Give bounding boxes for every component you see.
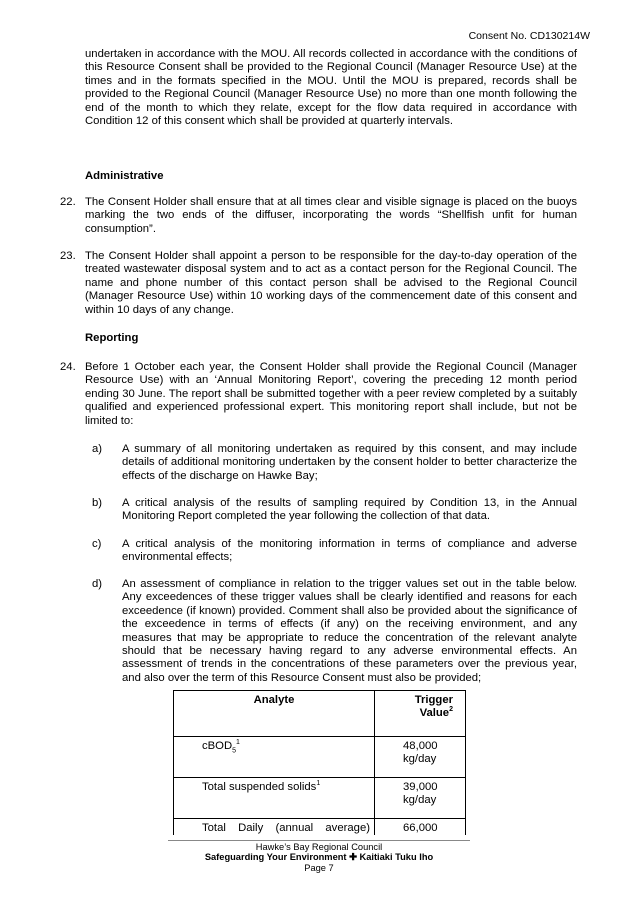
header-analyte: Analyte [174,691,375,737]
trigger-value-cell [375,778,466,819]
subitem-text-b: A critical analysis of the results of sampling required by Condition 13, in the Annual Monitoring Report completed the year following the collection of that data. [122,497,577,523]
section-heading-administrative: Administrative [85,170,164,182]
trigger-unit: kg/day [403,753,437,766]
table-row [174,819,466,836]
table-row [174,737,466,778]
subitem-label-c: c) [92,538,102,550]
analyte-subscript: 5 [232,747,237,755]
section-heading-reporting: Reporting [85,332,139,344]
trigger-value-cell [375,819,466,836]
subitem-text-c: A critical analysis of the monitoring information in terms of compliance and adverse environmental effects; [122,538,577,564]
condition-text-23: The Consent Holder shall appoint a person to be responsible for the day-to-day operation of the treated wastewater disposal system and to act as a contact person for the Regional Council. The name and phone number of this contact person shall be advised to the Regional Council (Manager Resource Use) within 10 working days of the commencement date of this consent and within 10 days of any change. [85,250,577,316]
subitem-text-d: An assessment of compliance in relation to the trigger values set out in the table below. Any exceedences of these trigger values shall be clearly identified and reasons for each exceedence (if known) provided. Comment shall also be provided about the significance of the exceedence in terms of effects (if any) on the receiving environment, and any measures that may be appropriate to reduce the concentration of the relevant analyte should that be necessary having regard to any adverse environmental effects. An assessment of trends in the concentrations of these parameters over the previous year, and also over the term of this Resource Consent must also be provided; [122,578,577,684]
header-trigger-line2: Value [419,707,450,720]
subitem-label-a: a) [92,443,103,455]
analyte-name: cBOD [202,740,233,752]
trigger-value: 39,000 [403,781,438,793]
header-trigger-line1: Trigger [414,694,453,706]
condition-number-23: 23. [60,250,76,262]
analyte-footnote: 1 [236,739,240,747]
trigger-value-cell [375,737,466,778]
analyte-cell [174,819,375,836]
analyte-cell [174,737,375,778]
intro-paragraph: undertaken in accordance with the MOU. All records collected in accordance with the conditions of this Resource Consent shall be provided to the Regional Council (Manager Resource Use) at the times and in the formats specified in the MOU. Until the MOU is prepared, records shall be provided to the Regional Council (Manager Resource Use) no more than one month following the end of the month to which they relate, except for the flow data required in accordance with Condition 12 of this consent which shall be provided at quarterly intervals. [85,48,577,128]
footer-tagline: Safeguarding Your Environment ✚ Kaitiaki Tuku Iho [204,852,434,862]
subitem-label-b: b) [92,497,103,509]
table-row [174,778,466,819]
condition-number-22: 22. [60,196,76,208]
analyte-footnote: 1 [316,780,321,788]
footer-page-number: Page 7 [304,863,334,873]
condition-text-22: The Consent Holder shall ensure that at all times clear and visible signage is placed on the buoys marking the two ends of the diffuser, incorporating the words “Shellfish unfit for human consumption”. [85,196,577,235]
header-trigger-value [375,691,466,737]
condition-number-24: 24. [60,361,76,373]
subitem-label-d: d) [92,578,103,590]
consent-number: Consent No. CD130214W [468,30,590,42]
analyte-name: Total suspended solids [202,781,317,793]
analyte-cell [174,778,375,819]
header-trigger-footnote: 2 [449,706,453,714]
trigger-value: 66,000 [403,822,438,834]
table-header-row [174,691,466,737]
trigger-unit: kg/day [403,794,437,807]
trigger-value: 48,000 [403,740,438,752]
subitem-text-a: A summary of all monitoring undertaken as required by this consent, and may include details of additional monitoring undertaken by the consent holder to better characterize the effects of the discharge on Hawke Bay; [122,443,577,482]
footer-divider [168,840,470,841]
condition-text-24: Before 1 October each year, the Consent Holder shall provide the Regional Council (Manager Resource Use) with an ‘Annual Monitoring Report’, covering the preceding 12 month period ending 30 June. The report shall be submitted together with a peer review completed by a suitably qualified and experienced professional expert. This monitoring report shall include, but not be limited to: [85,361,577,427]
analyte-name: Total Daily (annual average) [202,822,370,834]
footer-organisation: Hawke’s Bay Regional Council [255,842,383,852]
trigger-values-table [173,690,466,835]
